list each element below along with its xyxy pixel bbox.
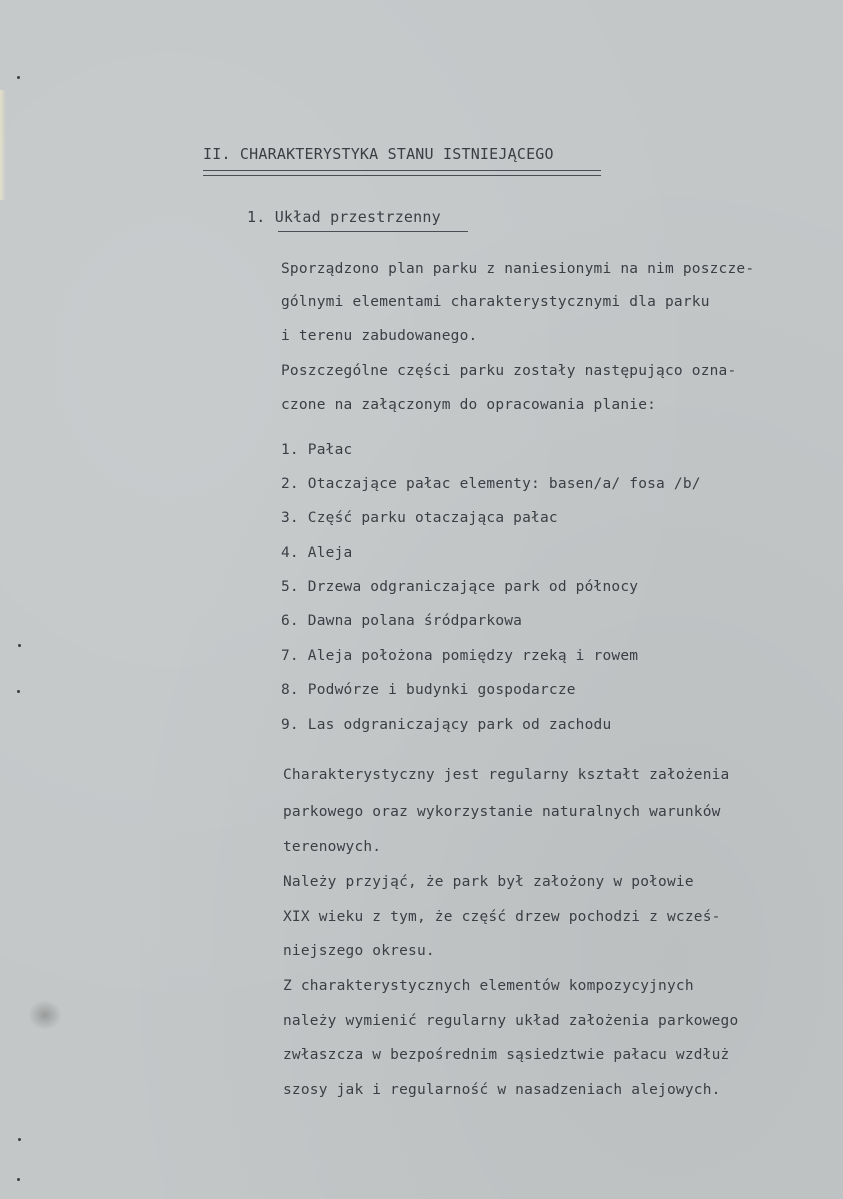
- list-item: 2. Otaczające pałac elementy: basen/a/ fosa /b/: [281, 476, 701, 492]
- body-line: Należy przyjąć, że park był założony w połowie: [283, 874, 694, 890]
- list-item: 6. Dawna polana śródparkowa: [281, 613, 523, 629]
- list-item: 1. Pałac: [281, 442, 353, 458]
- list-item: 4. Aleja: [281, 545, 353, 561]
- body-line: Z charakterystycznych elementów kompozycyjnych: [283, 978, 694, 994]
- margin-dot: [17, 1178, 20, 1181]
- list-item: 8. Podwórze i budynki gospodarcze: [281, 682, 576, 698]
- margin-dot: [18, 1138, 21, 1141]
- intro-line: gólnymi elementami charakterystycznymi dla parku: [281, 294, 710, 310]
- list-item: 9. Las odgraniczający park od zachodu: [281, 717, 612, 733]
- body-line: niejszego okresu.: [283, 943, 435, 959]
- intro-line: Sporządzono plan parku z naniesionymi na nim poszcze-: [281, 261, 755, 277]
- subsection-heading: 1. Układ przestrzenny: [247, 208, 441, 226]
- body-line: należy wymienić regularny układ założenia parkowego: [283, 1013, 739, 1029]
- intro-line: Poszczególne części parku zostały następująco ozna-: [281, 363, 737, 379]
- list-item: 5. Drzewa odgraniczające park od północy: [281, 579, 639, 595]
- ink-smudge: [28, 1000, 62, 1030]
- body-line: zwłaszcza w bezpośrednim sąsiedztwie pałacu wzdłuż: [283, 1047, 730, 1063]
- subheading-underline: [278, 231, 468, 232]
- list-item: 3. Część parku otaczająca pałac: [281, 510, 558, 526]
- body-line: szosy jak i regularność w nasadzeniach alejowych.: [283, 1082, 721, 1098]
- intro-line: czone na załączonym do opracowania planie:: [281, 397, 657, 413]
- margin-dot: [17, 76, 20, 79]
- margin-dot: [17, 690, 20, 693]
- intro-line: i terenu zabudowanego.: [281, 328, 478, 344]
- body-line: XIX wieku z tym, że część drzew pochodzi z wcześ-: [283, 909, 721, 925]
- body-line: terenowych.: [283, 839, 382, 855]
- body-line: Charakterystyczny jest regularny kształt założenia: [283, 767, 730, 783]
- margin-dot: [18, 644, 21, 647]
- heading-double-underline: [203, 170, 601, 176]
- section-heading: II. CHARAKTERYSTYKA STANU ISTNIEJĄCEGO: [203, 145, 554, 163]
- paper-edge: [0, 90, 6, 200]
- list-item: 7. Aleja położona pomiędzy rzeką i rowem: [281, 648, 639, 664]
- body-line: parkowego oraz wykorzystanie naturalnych warunków: [283, 804, 721, 820]
